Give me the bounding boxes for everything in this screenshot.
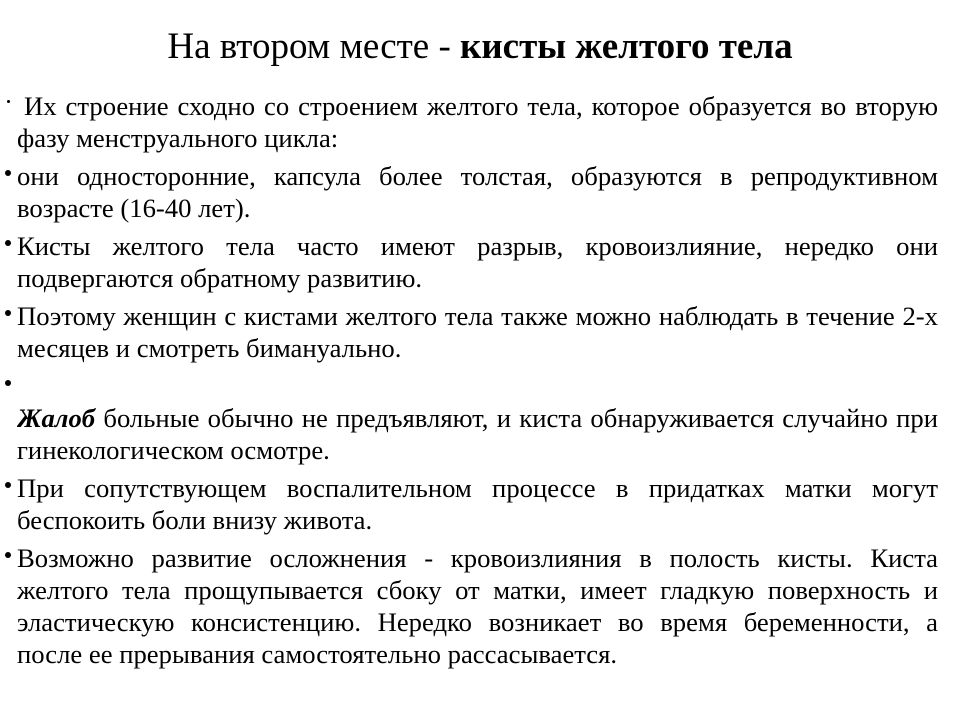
bullet-icon [5,482,11,488]
bullet-icon [5,170,11,176]
paragraph-line: желтого тела прощупывается сбоку от матки, имеет гладкую поверхность и [17,575,938,605]
paragraph-line: Возможно развитие осложнения - кровоизлияния в полость кисты. Киста [17,543,938,573]
bullet-paragraph [0,300,960,364]
paragraph-line: подвергаются обратному развитию. [17,263,423,293]
paragraph-line [17,402,938,434]
paragraph-lead-word: Жалоб [17,403,96,433]
bullet-paragraph [0,472,960,536]
bullet-icon [5,240,11,246]
bullet-paragraph [0,370,960,466]
paragraph-line: фазу менструального цикла: [17,123,339,153]
slide-title [0,22,960,72]
paragraph-line: Их строение сходно со строением желтого тела, которое образуется во вторую [24,91,938,121]
paragraph-line: возрасте (16-40 лет). [17,193,251,223]
paragraph-line: они односторонние, капсула более толстая, образуются в репродуктивном [17,161,938,191]
slide-title-prefix: На втором месте - [167,26,451,67]
empty-line [17,370,938,402]
slide-title-emphasis: кисты желтого тела [460,26,793,67]
paragraph-line: беспокоить боли внизу живота. [17,505,373,535]
paragraph-line: Поэтому женщин с кистами желтого тела также можно наблюдать в течение 2-х [17,301,938,331]
paragraph-line: эластическую консистенцию. Нередко возникает во время беременности, а [17,607,938,637]
bullet-paragraph [0,90,960,154]
bullet-icon [7,100,10,103]
bullet-paragraph [0,542,960,670]
bullet-icon [5,310,11,316]
bullet-icon [5,552,11,558]
bullet-icon [5,380,11,386]
slide-body [0,90,960,670]
paragraph-line-text: больные обычно не предъявляют, и киста обнаруживается случайно при [103,403,938,433]
bullet-paragraph [0,160,960,224]
paragraph-line: гинекологическом осмотре. [17,435,330,465]
paragraph-line: месяцев и смотреть бимануально. [17,333,402,363]
paragraph-line: При сопутствующем воспалительном процессе в придатках матки могут [17,473,938,503]
paragraph-line: Кисты желтого тела часто имеют разрыв, кровоизлияние, нередко они [17,231,938,261]
bullet-paragraph [0,230,960,294]
paragraph-line: после ее прерывания самостоятельно рассасывается. [17,639,618,669]
